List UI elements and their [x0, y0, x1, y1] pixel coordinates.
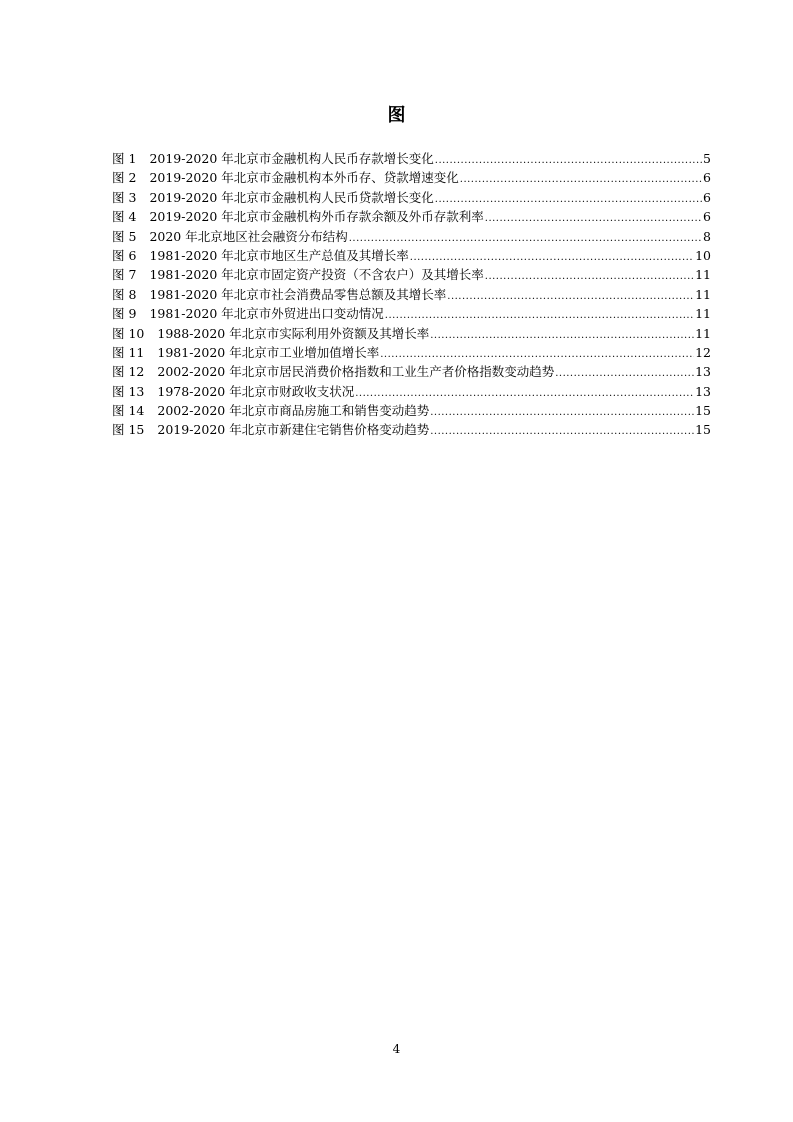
- toc-entry[interactable]: [112, 207, 711, 226]
- toc-entry[interactable]: [112, 324, 711, 343]
- toc-entry[interactable]: [112, 149, 711, 168]
- toc-entry-number: 图 13: [112, 383, 145, 399]
- toc-entry-page: 11: [695, 306, 711, 322]
- toc-entry-number: 图 9: [112, 306, 137, 322]
- toc-entry-number: 图 5: [112, 228, 137, 244]
- toc-entry[interactable]: [112, 227, 711, 246]
- toc-entry-title: 2019-2020 年北京市金融机构本外币存、贷款增速变化: [149, 170, 459, 186]
- toc-entry[interactable]: [112, 304, 711, 323]
- toc-entry-page: 6: [703, 189, 711, 205]
- toc-entry[interactable]: [112, 362, 711, 381]
- toc-entry-page: 10: [695, 247, 711, 263]
- toc-entry-number: 图 6: [112, 247, 137, 263]
- toc-entry-number: 图 10: [112, 325, 145, 341]
- toc-entry-number: 图 7: [112, 267, 137, 283]
- toc-entry[interactable]: [112, 168, 711, 187]
- dot-leader: [485, 209, 702, 228]
- toc-entry-title: 1981-2020 年北京市外贸进出口变动情况: [149, 306, 384, 322]
- dot-leader: [460, 170, 702, 189]
- toc-entry-title: 1981-2020 年北京市固定资产投资（不含农户）及其增长率: [149, 267, 484, 283]
- toc-entry-page: 8: [703, 228, 711, 244]
- dot-leader: [385, 306, 694, 325]
- dot-leader: [430, 403, 694, 422]
- toc-entry-page: 5: [703, 151, 711, 166]
- toc-entry-page: 15: [695, 422, 711, 438]
- page-title: 图: [387, 105, 406, 126]
- toc-entry-title: 1981-2020 年北京市地区生产总值及其增长率: [149, 247, 409, 263]
- page-number: 4: [392, 1042, 401, 1056]
- toc-entry-title: 1981-2020 年北京市社会消费品零售总额及其增长率: [149, 286, 447, 302]
- toc-entry-page: 15: [695, 403, 711, 419]
- toc-entry-number: 图 1: [112, 151, 137, 166]
- toc-entry-title: 2019-2020 年北京市金融机构人民币贷款增长变化: [149, 189, 434, 205]
- toc-entry-number: 图 15: [112, 422, 145, 438]
- toc-entry-number: 图 8: [112, 286, 137, 302]
- toc-entry-title: 2019-2020 年北京市新建住宅销售价格变动趋势: [157, 422, 430, 438]
- dot-leader: [435, 151, 702, 170]
- toc-entry[interactable]: [112, 382, 711, 401]
- toc-entry[interactable]: [112, 246, 711, 265]
- toc-entry-page: 13: [695, 383, 711, 399]
- toc-entry-number: 图 11: [112, 344, 145, 360]
- dot-leader: [555, 364, 694, 383]
- toc-entry-page: 6: [703, 209, 711, 225]
- toc-entry-page: 11: [695, 286, 711, 302]
- toc-entry[interactable]: [112, 188, 711, 207]
- toc-entry-page: 13: [695, 364, 711, 380]
- dot-leader: [430, 326, 694, 345]
- toc-entry-number: 图 14: [112, 403, 145, 419]
- toc-entry[interactable]: [112, 285, 711, 304]
- toc-entry-number: 图 3: [112, 189, 137, 205]
- toc-entry[interactable]: [112, 265, 711, 284]
- toc-entry-page: 12: [695, 344, 711, 360]
- toc-entry-number: 图 4: [112, 209, 137, 225]
- toc-entry[interactable]: [112, 401, 711, 420]
- toc-entry-title: 2019-2020 年北京市金融机构外币存款余额及外币存款利率: [149, 209, 484, 225]
- toc-entry-title: 2002-2020 年北京市商品房施工和销售变动趋势: [157, 403, 430, 419]
- toc-entry-title: 1988-2020 年北京市实际利用外资额及其增长率: [157, 325, 430, 341]
- toc-entry-title: 2019-2020 年北京市金融机构人民币存款增长变化: [149, 151, 434, 166]
- figure-list: [112, 149, 711, 440]
- toc-entry-number: 图 2: [112, 170, 137, 186]
- toc-entry-title: 1981-2020 年北京市工业增加值增长率: [157, 344, 380, 360]
- toc-entry-title: 2002-2020 年北京市居民消费价格指数和工业生产者价格指数变动趋势: [157, 364, 555, 380]
- toc-entry-title: 1978-2020 年北京市财政收支状况: [157, 383, 355, 399]
- toc-entry-page: 6: [703, 170, 711, 186]
- dot-leader: [430, 422, 694, 441]
- toc-entry[interactable]: [112, 420, 711, 439]
- toc-entry-number: 图 12: [112, 364, 145, 380]
- dot-leader: [447, 287, 694, 306]
- toc-entry-title: 2020 年北京地区社会融资分布结构: [149, 228, 348, 244]
- dot-leader: [485, 267, 694, 286]
- toc-entry-page: 11: [695, 325, 711, 341]
- toc-entry-page: 11: [695, 267, 711, 283]
- toc-entry[interactable]: [112, 343, 711, 362]
